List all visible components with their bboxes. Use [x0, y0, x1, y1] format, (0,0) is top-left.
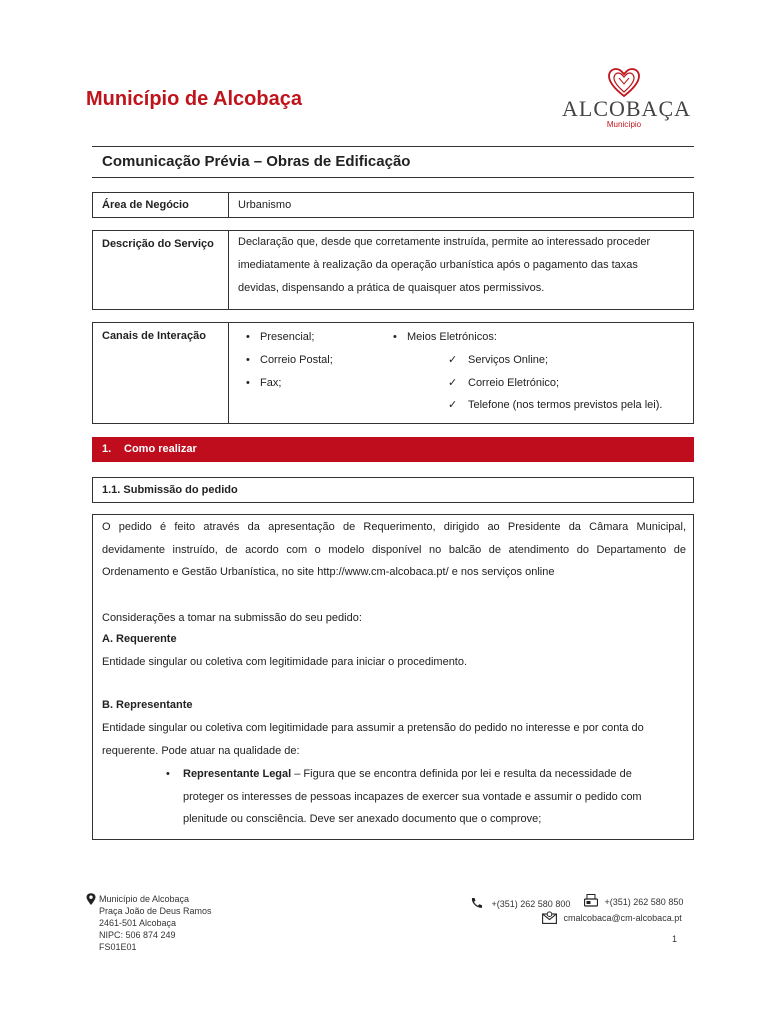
channel-item [246, 331, 314, 343]
representante-paragraph [102, 717, 686, 762]
logo-word: ALCOBAÇA [562, 96, 692, 121]
channel-label: Meios Eletrónicos: [407, 331, 497, 343]
section-heading-como-realizar [92, 437, 694, 462]
logo-subtitle: Município [606, 120, 642, 129]
title-top-rule [92, 146, 694, 147]
bullet-icon: • [166, 768, 170, 780]
channel-electronic-title [393, 331, 497, 343]
channel-item [246, 377, 281, 389]
description-divider [228, 230, 229, 310]
considerations-text: Considerações a tomar na submissão do seu pedido: [102, 612, 362, 624]
representante-heading: B. Representante [102, 699, 193, 711]
area-divider [228, 192, 229, 218]
description-label: Descrição do Serviço [102, 238, 214, 250]
footer-phone [470, 897, 570, 910]
area-value: Urbanismo [238, 199, 292, 211]
footer-address-line: NIPC: 506 874 249 [99, 930, 176, 940]
channel-label: Correio Postal; [260, 354, 333, 366]
intro-paragraph [102, 516, 686, 584]
document-title: Comunicação Prévia – Obras de Edificação [102, 153, 411, 170]
section-title: Como realizar [124, 443, 197, 455]
intro-line: devidamente instruído, de acordo com o modelo disponível no balcão de atendimento do Departamento de [102, 543, 686, 556]
bullet-icon: • [246, 331, 250, 343]
description-line: imediatamente à realização da operação urbanística após o pagamento das taxas [238, 259, 638, 271]
channel-subitem [448, 376, 559, 389]
legal-representative-line: plenitude ou consciência. Deve ser anexado documento que o comprove; [183, 813, 542, 825]
channel-label: Correio Eletrónico; [468, 377, 560, 389]
channel-subitem [448, 353, 548, 366]
page-number: 1 [672, 934, 678, 944]
channel-label: Presencial; [260, 331, 315, 343]
representante-line: Entidade singular ou coletiva com legitimidade para assumir a pretensão do pedido no interesse e por conta do [102, 722, 644, 734]
fax-icon [584, 894, 598, 907]
legal-representative-line: – Figura que se encontra definida por lei e resulta da necessidade de [291, 768, 632, 780]
email-address: cmalcobaca@cm-alcobaca.pt [563, 913, 682, 923]
phone-icon [470, 897, 484, 909]
bullet-icon: • [393, 331, 397, 343]
description-line: devidas, dispensando a prática de quaisquer atos permissivos. [238, 282, 545, 294]
legal-representative-term: Representante Legal [183, 768, 292, 780]
intro-line: Ordenamento e Gestão Urbanística, no site http://www.cm-alcobaca.pt/ e nos serviços online [102, 566, 555, 578]
channel-label: Serviços Online; [468, 354, 549, 366]
phone-number: +(351) 262 580 800 [491, 899, 571, 909]
footer-address-line: Praça João de Deus Ramos [99, 906, 212, 916]
footer-fax [584, 894, 683, 908]
title-bottom-rule [92, 177, 694, 178]
area-label: Área de Negócio [102, 199, 189, 211]
bullet-icon: • [246, 377, 250, 389]
requerente-text: Entidade singular ou coletiva com legitimidade para iniciar o procedimento. [102, 656, 468, 668]
heart-emblem-icon [607, 68, 641, 98]
channels-divider [228, 322, 229, 424]
representante-line: requerente. Pode atuar na qualidade de: [102, 744, 300, 757]
channel-item [246, 354, 333, 366]
channel-label: Fax; [260, 377, 282, 389]
footer-address-line: Município de Alcobaça [99, 894, 190, 904]
checkmark-icon: ✓ [448, 377, 458, 389]
requerente-heading: A. Requerente [102, 633, 177, 645]
email-icon [542, 911, 557, 924]
bullet-icon: • [246, 354, 250, 366]
fax-number: +(351) 262 580 850 [604, 897, 684, 907]
municipality-title: Município de Alcobaça [86, 88, 302, 110]
checkmark-icon: ✓ [448, 399, 458, 411]
footer-address [99, 893, 212, 953]
description-line: Declaração que, desde que corretamente instruída, permite ao interessado proceder [238, 236, 651, 248]
channels-label: Canais de Interação [102, 330, 206, 342]
location-pin-icon [86, 893, 96, 905]
footer-email [542, 911, 682, 924]
footer-address-line: FS01E01 [99, 942, 137, 952]
intro-line: O pedido é feito através da apresentação de Requerimento, dirigido ao Presidente da Câmara Municipal, [102, 521, 686, 533]
description-text [238, 231, 686, 300]
subsection-title: 1.1. Submissão do pedido [102, 484, 238, 496]
legal-representative-item [183, 763, 683, 831]
alcobaca-logo [562, 68, 692, 132]
footer-address-line: 2461-501 Alcobaça [99, 918, 177, 928]
channel-label: Telefone (nos termos previstos pela lei). [468, 399, 663, 411]
checkmark-icon: ✓ [448, 354, 458, 366]
channel-subitem [448, 398, 662, 411]
section-number: 1. [102, 443, 112, 455]
legal-representative-line: proteger os interesses de pessoas incapazes de exercer sua vontade e assumir o pedido com [183, 790, 642, 803]
